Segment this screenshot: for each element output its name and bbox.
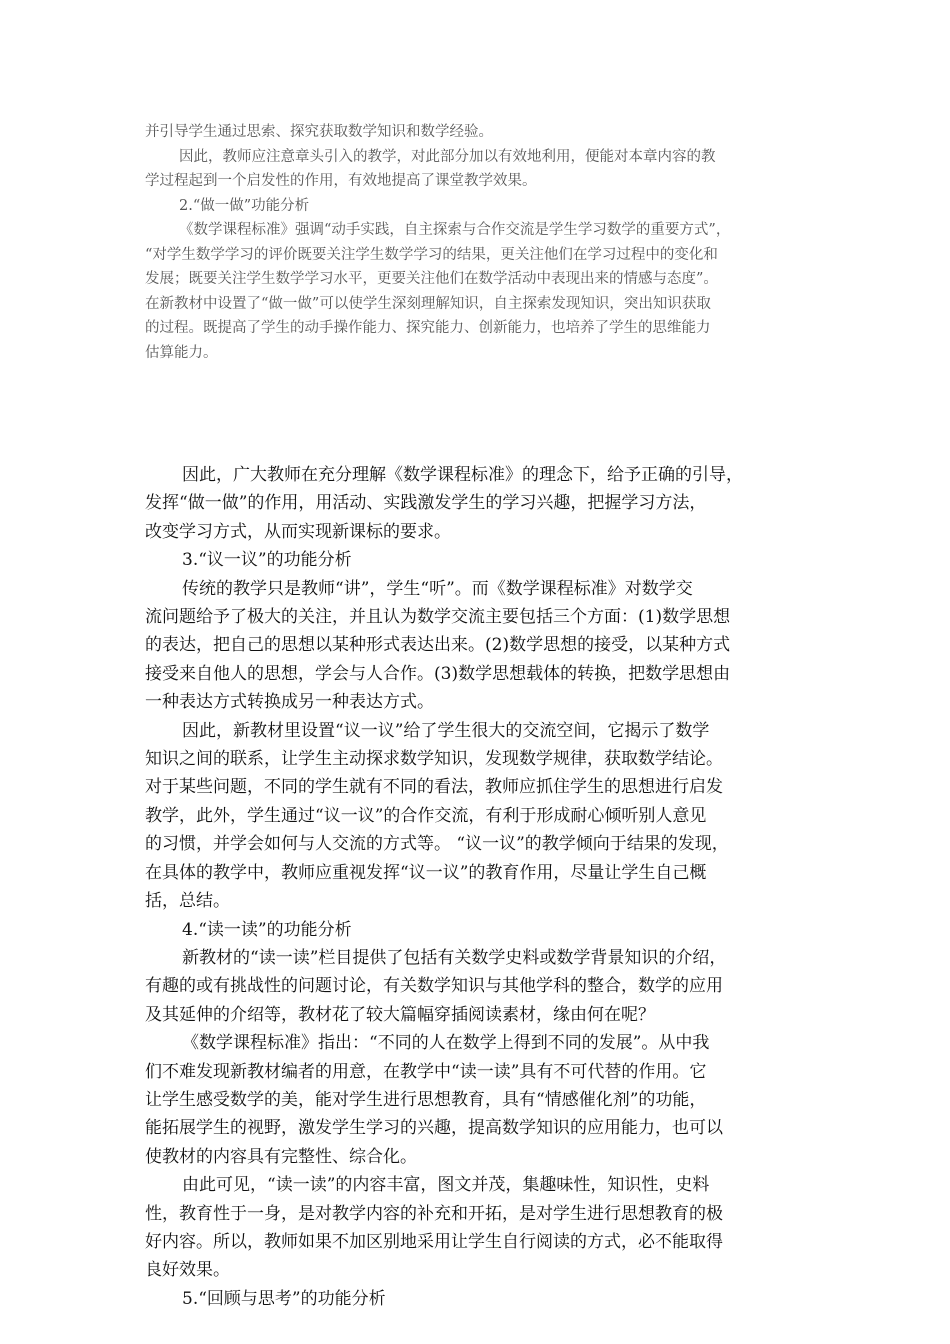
text-line: 良好效果。 (145, 1260, 230, 1281)
text-line: 在新教材中设置了“做一做”可以使学生深刻理解知识，自主探索发现知识，突出知识获取 (145, 295, 711, 312)
document-upper-section (145, 120, 807, 365)
text-line: 并引导学生通过思索、探究获取数学知识和数学经验。 (145, 124, 493, 140)
text-line: 4.“读一读”的功能分析 (182, 919, 352, 940)
text-line: 一种表达方式转换成另一种表达方式。 (145, 692, 434, 713)
text-line: 们不难发现新教材编者的用意，在教学中“读一读”具有不可代替的作用。它 (145, 1061, 707, 1082)
text-line: 及其延伸的介绍等，教材花了较大篇幅穿插阅读素材，缘由何在呢？ (145, 1004, 655, 1025)
text-line: 在具体的教学中，教师应重视发挥“议一议”的教育作用，尽量让学生自己概 (145, 862, 707, 883)
text-line: 学过程起到一个启发性的作用，有效地提高了课堂教学效果。 (145, 173, 537, 189)
text-line: 流问题给予了极大的关注，并且认为数学交流主要包括三个方面：(1)数学思想 (145, 607, 731, 628)
text-line: 发挥“做一做”的作用，用活动、实践激发学生的学习兴趣，把握学习方法， (145, 493, 707, 514)
text-line: 有趣的或有挑战性的问题讨论，有关数学知识与其他学科的整合，数学的应用 (145, 976, 723, 997)
text-line: 《数学课程标准》指出：“不同的人在数学上得到不同的发展”。从中我 (182, 1033, 710, 1054)
text-line: 因此，教师应注意章头引入的教学，对此部分加以有效地利用，便能对本章内容的教 (179, 148, 716, 165)
text-line: 能拓展学生的视野，激发学生学习的兴趣，提高数学知识的应用能力，也可以 (145, 1118, 723, 1139)
text-line: 2.“做一做”功能分析 (179, 197, 310, 214)
text-line: 对于某些问题，不同的学生就有不同的看法，教师应抓住学生的思想进行启发 (145, 777, 723, 798)
text-line: 估算能力。 (145, 344, 218, 361)
text-line: 的习惯，并学会如何与人交流的方式等。 “议一议”的教学倾向于结果的发现， (145, 834, 729, 855)
text-line: 因此，新教材里设置“议一议”给了学生很大的交流空间，它揭示了数学 (182, 720, 710, 741)
text-line: “对学生数学学习的评价既要关注学生数学学习的结果，更关注他们在学习过程中的变化和 (145, 246, 718, 263)
text-line: 知识之间的联系，让学生主动探求数学知识，发现数学规律，获取数学结论。 (145, 749, 723, 770)
text-line: 性，教育性于一身，是对教学内容的补充和开拓，是对学生进行思想教育的极 (145, 1203, 723, 1224)
text-line: 教学，此外，学生通过“议一议”的合作交流，有利于形成耐心倾听别人意见 (145, 805, 707, 826)
text-line: 让学生感受数学的美，能对学生进行思想教育，具有“情感催化剂”的功能， (145, 1089, 707, 1110)
text-line: 的过程。既提高了学生的动手操作能力、探究能力、创新能力，也培养了学生的思维能力 (145, 320, 711, 336)
text-line: 的表达，把自己的思想以某种形式表达出来。(2)数学思想的接受，以某种方式 (145, 635, 731, 656)
text-line: 改变学习方式，从而实现新课标的要求。 (145, 521, 451, 542)
text-line: 括，总结。 (145, 891, 230, 912)
text-line: 《数学课程标准》强调“动手实践，自主探索与合作交流是学生学习数学的重要方式”， (179, 222, 731, 238)
text-line: 传统的教学只是教师“讲”，学生“听”。而《数学课程标准》对数学交 (182, 578, 693, 599)
text-line: 由此可见，“读一读”的内容丰富，图文并茂，集趣味性，知识性，史料 (182, 1175, 710, 1196)
text-line: 5.“回顾与思考”的功能分析 (182, 1288, 386, 1309)
text-line: 发展；既要关注学生数学学习水平，更要关注他们在数学活动中表现出来的情感与态度”。 (145, 271, 718, 287)
text-line: 3.“议一议”的功能分析 (182, 550, 352, 571)
document-lower-section (145, 461, 807, 1313)
text-line: 新教材的“读一读”栏目提供了包括有关数学史料或数学背景知识的介绍， (182, 947, 727, 968)
text-line: 好内容。所以，教师如果不加区别地采用让学生自行阅读的方式，必不能取得 (145, 1231, 723, 1252)
text-line: 接受来自他人的思想，学会与人合作。(3)数学思想载体的转换，把数学思想由 (145, 663, 731, 684)
text-line: 使教材的内容具有完整性、综合化。 (145, 1146, 417, 1167)
text-line: 因此，广大教师在充分理解《数学课程标准》的理念下，给予正确的引导， (182, 465, 743, 485)
